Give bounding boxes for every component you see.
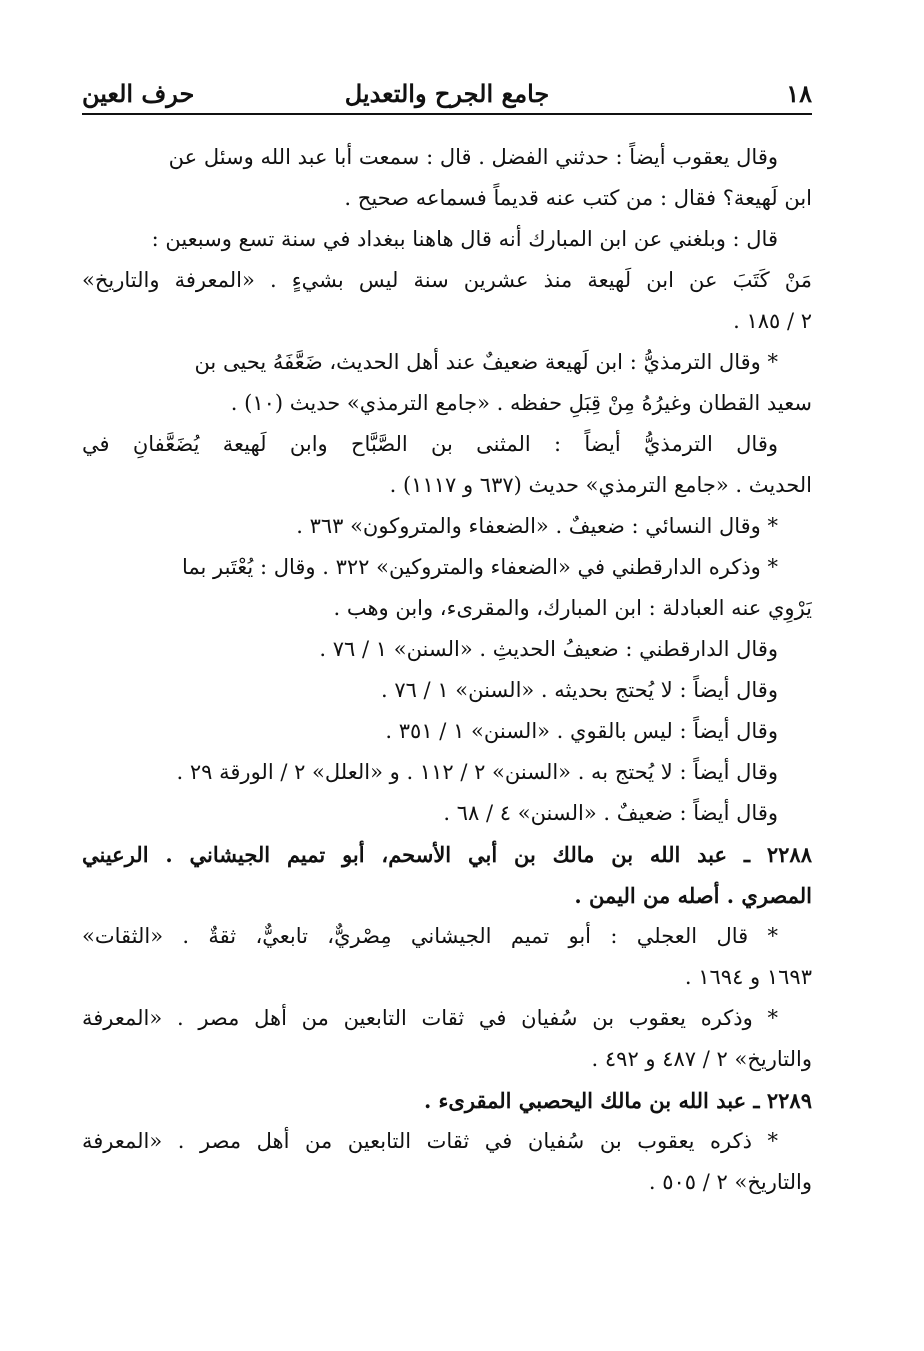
text-line: والتاريخ» ٢ / ٤٨٧ و ٤٩٢ . [591, 1047, 812, 1071]
entry-heading-2288-cont: المصري . أصله من اليمن . [574, 883, 812, 908]
page-header [82, 75, 812, 115]
text-line: وقال أيضاً : ضعيفٌ . «السنن» ٤ / ٦٨ . [443, 801, 778, 825]
text-line: ابن لَهيعة؟ فقال : من كتب عنه قديماً فسماعه صحيح . [344, 186, 812, 210]
text-line: وقال يعقوب أيضاً : حدثني الفضل . قال : سمعت أبا عبد الله وسئل عن [168, 145, 778, 169]
text-line: سعيد القطان وغيرُهُ مِنْ قِبَلِ حفظه . «جامع الترمذي» حديث (١٠) . [230, 391, 812, 415]
text-line: * وقال النسائي : ضعيفٌ . «الضعفاء والمتروكون» ٣٦٣ . [296, 514, 778, 538]
text-line: ٢ / ١٨٥ . [733, 309, 812, 333]
entry-heading-2288: ٢٢٨٨ ـ عبد الله بن مالك بن أبي الأسحم، أبو تميم الجيشاني . الرعيني [82, 842, 812, 867]
text-line: * ذكره يعقوب بن سُفيان في ثقات التابعين من أهل مصر . «المعرفة [82, 1129, 778, 1153]
text-line: * وقال الترمذيُّ : ابن لَهيعة ضعيفٌ عند أهل الحديث، ضَعَّفَهُ يحيى بن [194, 350, 778, 374]
text-line: وقال أيضاً : لا يُحتج بحديثه . «السنن» ١ / ٧٦ . [380, 678, 778, 702]
text-line: قال : وبلغني عن ابن المبارك أنه قال هاهنا ببغداد في سنة تسع وسبعين : [151, 227, 778, 251]
page-body [82, 137, 812, 1203]
text-line: وقال أيضاً : لا يُحتج به . «السنن» ٢ / ١١٢ . و «العلل» ٢ / الورقة ٢٩ . [176, 760, 778, 784]
text-line: ١٦٩٣ و ١٦٩٤ . [684, 965, 812, 989]
text-line: وقال الترمذيُّ أيضاً : المثنى بن الصَّبَّاح وابن لَهيعة يُضَعَّفانِ في [82, 432, 778, 456]
book-title: جامع الجرح والتعديل [344, 79, 550, 108]
text-line: * وذكره يعقوب بن سُفيان في ثقات التابعين من أهل مصر . «المعرفة [82, 1006, 778, 1030]
text-line: والتاريخ» ٢ / ٥٠٥ . [648, 1170, 812, 1194]
text-line: وقال الدارقطني : ضعيفُ الحديثِ . «السنن» ١ / ٧٦ . [319, 637, 778, 661]
text-line: وقال أيضاً : ليس بالقوي . «السنن» ١ / ٣٥١ . [385, 719, 778, 743]
text-line: يَرْوِي عنه العبادلة : ابن المبارك، والمقرىء، وابن وهب . [333, 596, 812, 620]
text-line: الحديث . «جامع الترمذي» حديث (٦٣٧ و ١١١٧) . [389, 473, 812, 497]
section-name: حرف العين [82, 79, 195, 108]
text-line: * وذكره الدارقطني في «الضعفاء والمتروكين» ٣٢٢ . وقال : يُعْتَبر بما [181, 555, 778, 579]
text-line: مَنْ كَتَبَ عن ابن لَهيعة منذ عشرين سنة ليس بشيءٍ . «المعرفة والتاريخ» [82, 268, 812, 292]
entry-heading-2289: ٢٢٨٩ ـ عبد الله بن مالك اليحصبي المقرىء . [423, 1088, 812, 1113]
book-page [82, 75, 812, 1203]
page-number: ١٨ [786, 79, 812, 108]
text-line: * قال العجلي : أبو تميم الجيشاني مِصْريٌّ، تابعيٌّ، ثقةٌ . «الثقات» [82, 924, 778, 948]
